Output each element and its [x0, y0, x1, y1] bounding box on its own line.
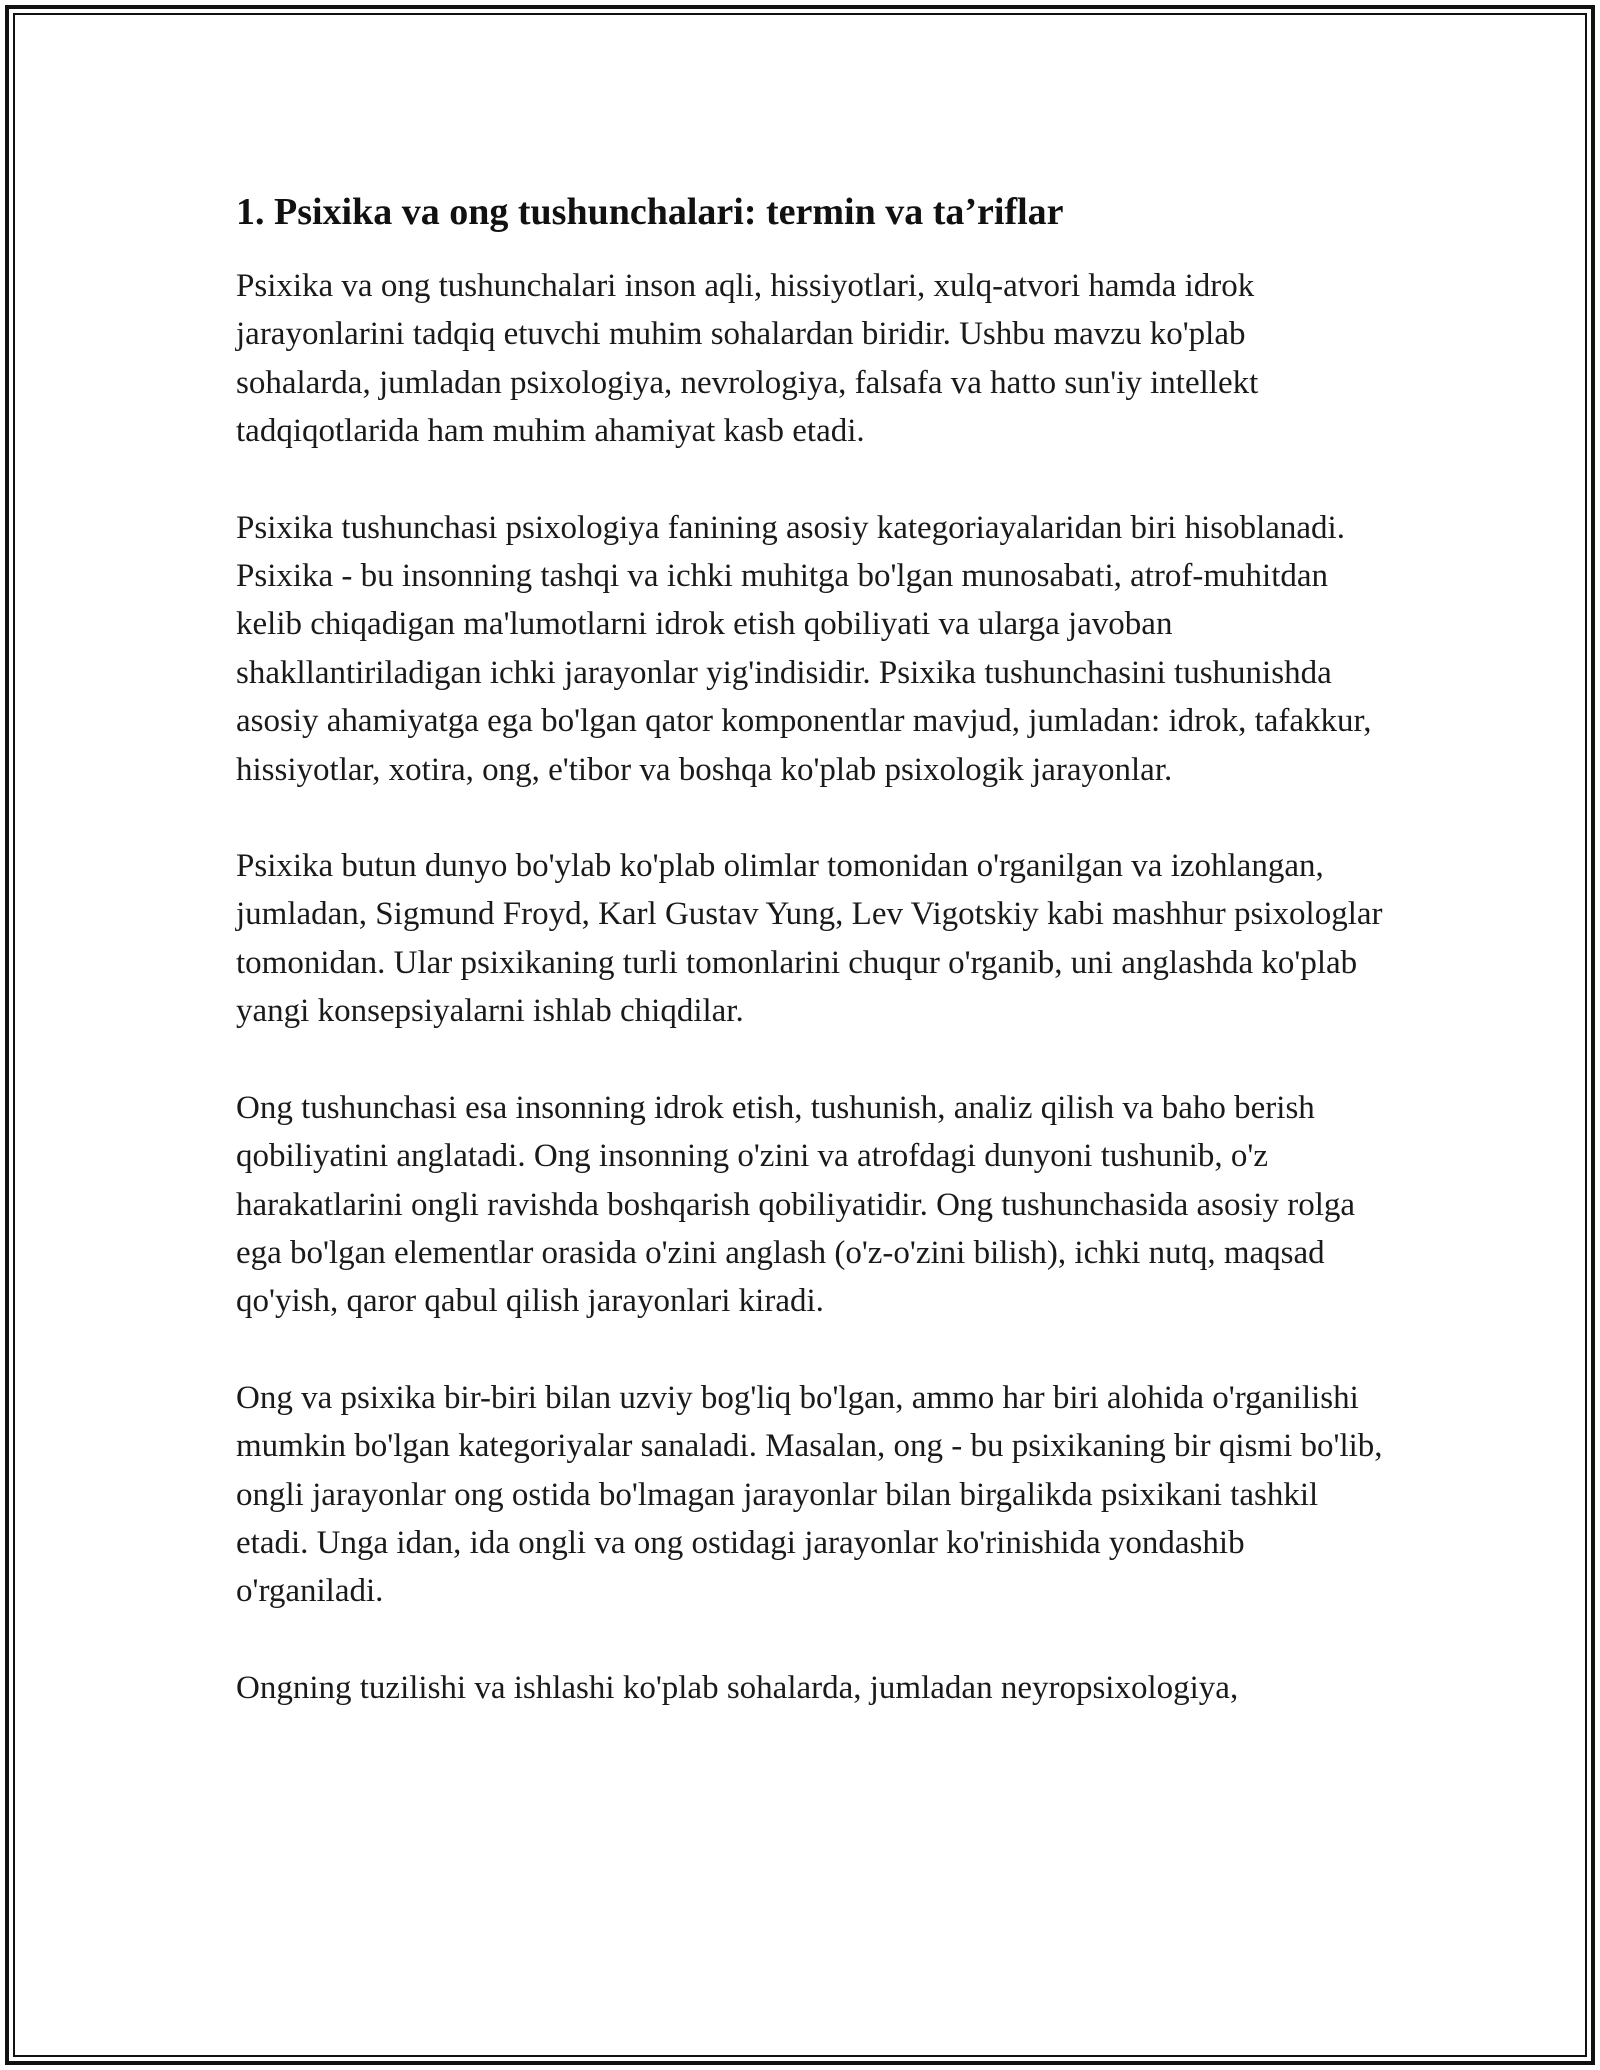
document-body [236, 188, 1386, 1760]
section-heading: 1. Psixika va ong tushunchalari: termin va ta’riflar [236, 191, 1064, 233]
paragraph-1: Psixika va ong tushunchalari inson aqli, hissiyotlari, xulq-atvori hamda idrok jarayonlarini tadqiq etuvchi muhim sohalardan biridir. Ushbu mavzu ko'plab sohalarda, jumladan psixologiya, nevrologiya, falsafa va hatto sun'iy intellekt tadqiqotlarida ham muhim ahamiyat kasb etadi. [236, 268, 1259, 450]
paragraph-5: Ong va psixika bir-biri bilan uzviy bog'liq bo'lgan, ammo har biri alohida o'rganilishi mumkin bo'lgan kategoriyalar sanaladi. Masalan, ong - bu psixikaning bir qismi bo'lib, ongli jarayonlar ong ostida bo'lmagan jarayonlar bilan birgalikda psixikani tashkil etadi. Unga idan, ida ongli va ong ostidagi jarayonlar ko'rinishida yondashib o'rganiladi. [236, 1379, 1383, 1610]
paragraph-3: Psixika butun dunyo bo'ylab ko'plab olimlar tomonidan o'rganilgan va izohlangan, jumladan, Sigmund Froyd, Karl Gustav Yung, Lev Vigotskiy kabi mashhur psixologlar tomonidan. Ular psixikaning turli tomonlarini chuqur o'rganib, uni anglashda ko'plab yangi konsepsiyalarni ishlab chiqdilar. [236, 848, 1383, 1030]
paragraph-6: Ongning tuzilishi va ishlashi ko'plab sohalarda, jumladan neyropsixologiya, [236, 1669, 1239, 1706]
paragraph-4: Ong tushunchasi esa insonning idrok etish, tushunish, analiz qilish va baho berish qobiliyatini anglatadi. Ong insonning o'zini va atrofdagi dunyoni tushunib, o'z harakatlarini ongli ravishda boshqarish qobiliyatidir. Ong tushunchasida asosiy rolga ega bo'lgan elementlar orasida o'zini anglash (o'z-o'zini bilish), ichki nutq, maqsad qo'yish, qaror qabul qilish jarayonlari kiradi. [236, 1089, 1356, 1320]
paragraph-2: Psixika tushunchasi psixologiya fanining asosiy kategoriayalaridan biri hisoblanadi. Psixika - bu insonning tashqi va ichki muhitga bo'lgan munosabati, atrof-muhitdan kelib chiqadigan ma'lumotlarni idrok etish qobiliyati va ularga javoban shakllantiriladigan ichki jarayonlar yig'indisidir. Psixika tushunchasini tushunishda asosiy ahamiyatga ega bo'lgan qator komponentlar mavjud, jumladan: idrok, tafakkur, hissiyotlar, xotira, ong, e'tibor va boshqa ko'plab psixologik jarayonlar. [236, 509, 1372, 788]
